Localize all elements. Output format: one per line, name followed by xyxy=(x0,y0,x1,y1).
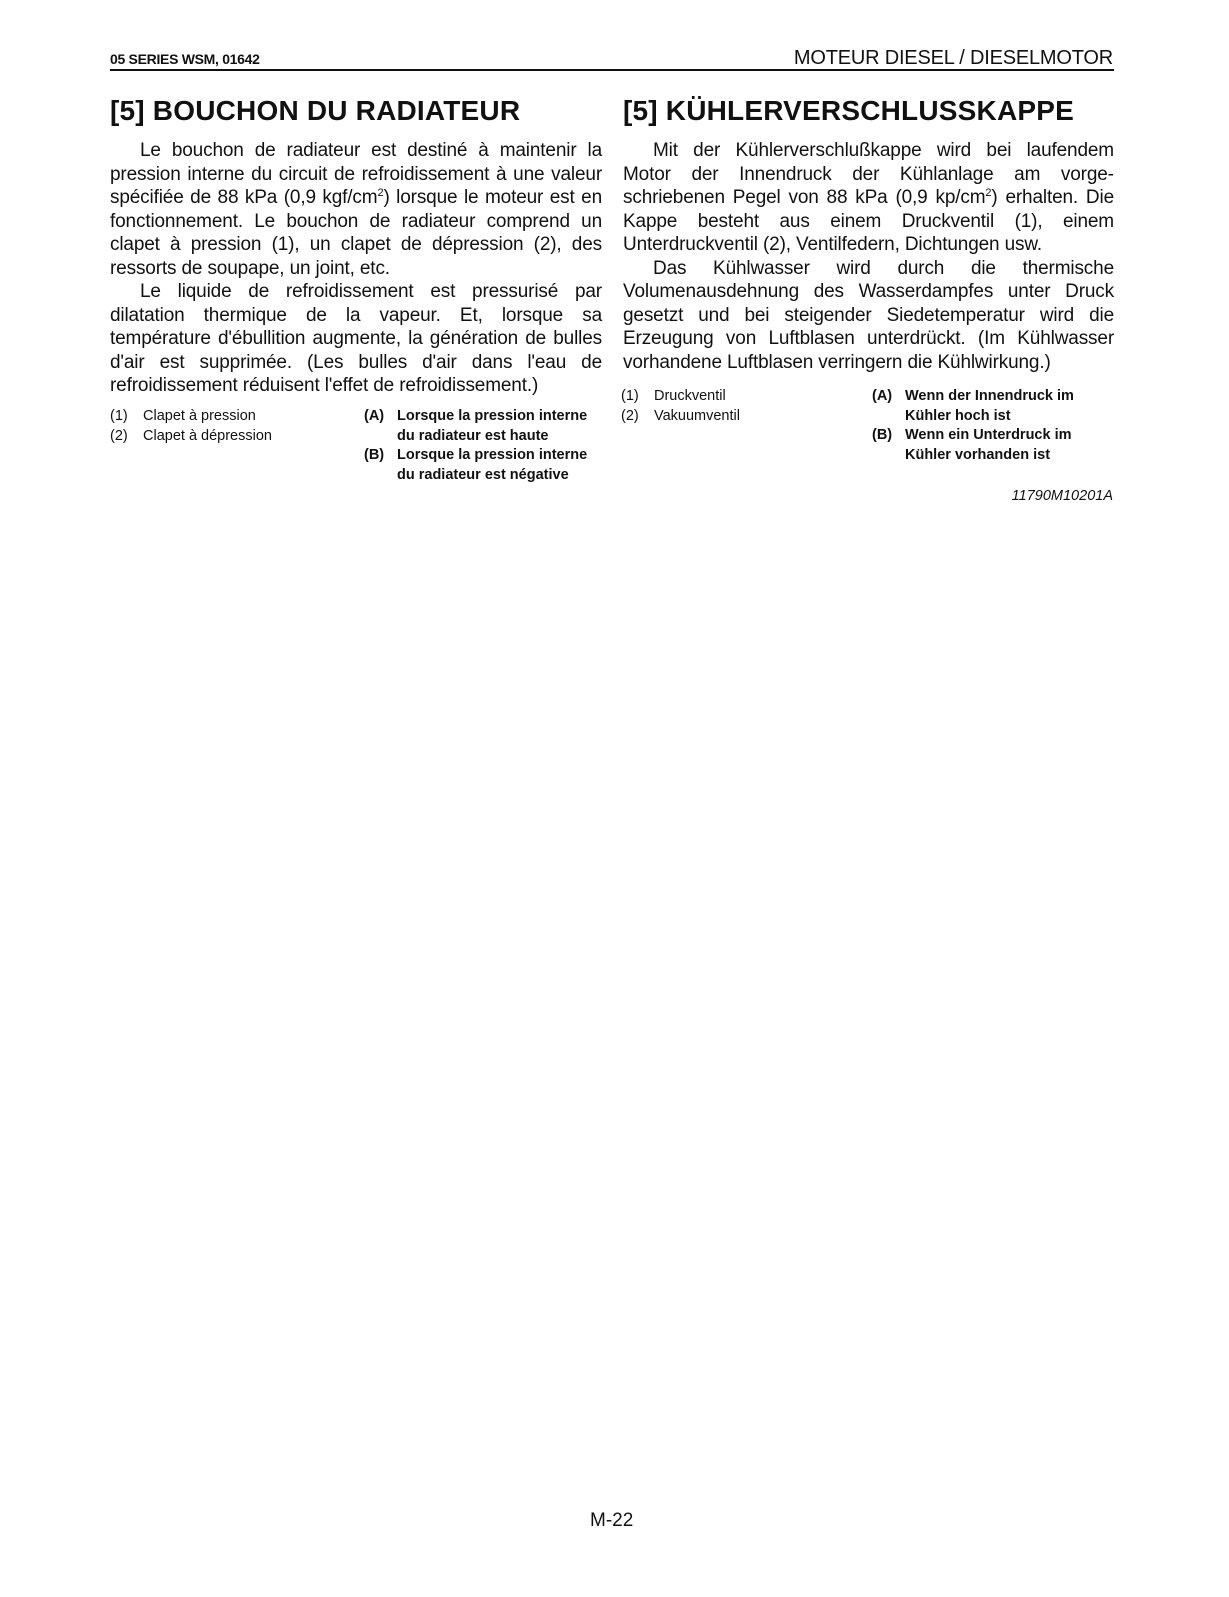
legend-text xyxy=(397,446,587,485)
legend-text xyxy=(397,407,587,446)
header-document-id: 05 SERIES WSM, 01642 xyxy=(110,51,260,67)
german-paragraph-1 xyxy=(623,139,1114,257)
german-legend-numbered xyxy=(621,387,740,426)
legend-line: du radiateur est haute xyxy=(397,427,549,444)
legend-text: Druckventil xyxy=(654,388,726,404)
legend-line: Kühler vorhanden ist xyxy=(905,446,1051,463)
french-column xyxy=(110,94,602,398)
legend-text xyxy=(905,426,1072,465)
legend-key: (B) xyxy=(872,427,893,443)
legend-item xyxy=(364,446,587,485)
legend-item xyxy=(110,427,272,447)
german-p1-text-b: ) erhalten. Die Kappe besteht aus einem Druckventil (1), einem Unterdruckventil (2), Ventilfedern, Dichtungen usw. xyxy=(623,187,1114,255)
german-heading: [5] KÜHLERVERSCHLUSSKAPPE xyxy=(623,95,1074,126)
french-paragraph-1 xyxy=(110,139,602,280)
page-number: M-22 xyxy=(590,1510,634,1531)
legend-line: Lorsque la pression interne xyxy=(397,447,588,463)
legend-item xyxy=(872,426,1074,465)
legend-item xyxy=(621,387,740,407)
german-legend-lettered xyxy=(872,387,1074,465)
legend-key: (A) xyxy=(872,388,893,404)
legend-key: (1) xyxy=(621,388,639,404)
header-section-title: MOTEUR DIESEL / DIESELMOTOR xyxy=(793,47,1113,69)
legend-key: (1) xyxy=(110,408,128,424)
german-paragraph-2: Das Kühlwasser wird durch die thermische Volumenausdehnung des Wasserdampfes unter Druck gesetzt und bei steigender Siedetemperatur wird die Erzeugung von Luftblasen unterdrückt. (Im Kühlwasser vorhandene Luftblasen verringern die Kühlwirkung.) xyxy=(623,257,1114,373)
french-legend-lettered xyxy=(364,407,587,485)
header-divider xyxy=(110,69,1114,71)
french-p1-text-b: ) lorsque le moteur est en fonctionnement. Le bouchon de radiateur comprend un clapet à pression (1), un clapet de dépression (2), des ressorts de soupape, un joint, etc. xyxy=(110,187,602,279)
legend-line: Wenn ein Unterdruck im xyxy=(905,427,1072,443)
legend-line: du radiateur est négative xyxy=(397,466,569,483)
french-legend-numbered xyxy=(110,407,272,446)
french-heading: [5] BOUCHON DU RADIATEUR xyxy=(110,95,521,126)
figure-reference-code: 11790M10201A xyxy=(1011,488,1113,504)
german-p1-superscript: 2 xyxy=(985,187,992,199)
legend-key: (2) xyxy=(110,427,128,444)
french-p1-superscript: 2 xyxy=(377,187,384,199)
legend-key: (2) xyxy=(621,407,639,424)
legend-item xyxy=(621,407,740,427)
legend-text: Clapet à dépression xyxy=(143,427,272,444)
german-p1-text-a: Mit der Kühlerverschlußkappe wird bei laufendem Motor der Innendruck der Kühlanlage am vorgeschriebenen Pegel von 88 kPa (0,9 kp/cm xyxy=(623,140,1114,208)
french-p1-text-a: Le bouchon de radiateur est destiné à maintenir la pression interne du circuit de refroidissement à une valeur spécifiée de 88 kPa (0,9 kgf/cm xyxy=(110,140,602,208)
legend-text xyxy=(905,387,1074,426)
legend-line: Wenn der Innendruck im xyxy=(905,388,1074,404)
legend-item xyxy=(872,387,1074,426)
german-column xyxy=(623,94,1114,374)
french-paragraph-2: Le liquide de refroidissement est pressurisé par dilatation thermique de la vapeur. Et, lorsque sa température d'ébullition augmente, la génération de bulles d'air est supprimée. (Les bulles d'air dans l'eau de refroidissement réduisent l'effet de refroidissement.) xyxy=(110,281,602,396)
legend-line: Kühler hoch ist xyxy=(905,407,1011,424)
legend-item xyxy=(110,407,272,427)
legend-item xyxy=(364,407,587,446)
legend-text: Vakuumventil xyxy=(654,407,740,424)
legend-text: Clapet à pression xyxy=(143,408,256,424)
legend-key: (B) xyxy=(364,447,385,463)
legend-line: Lorsque la pression interne xyxy=(397,408,588,424)
legend-key: (A) xyxy=(364,408,385,424)
